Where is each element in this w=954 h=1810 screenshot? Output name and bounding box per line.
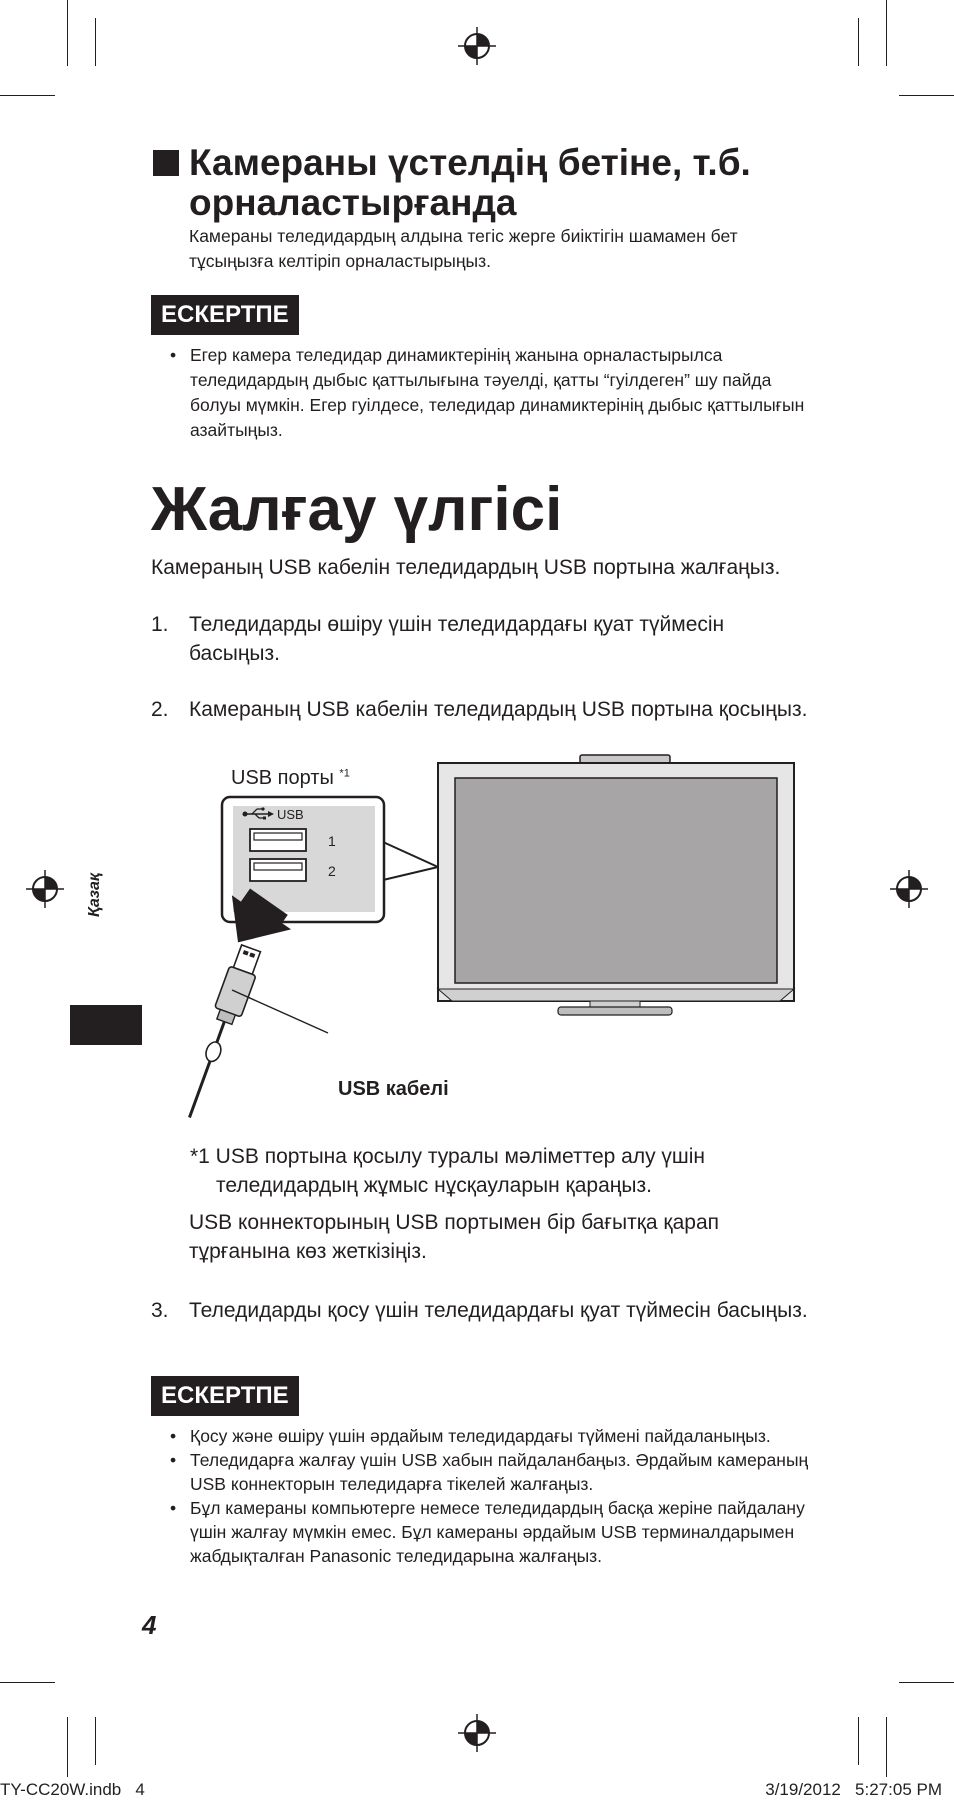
note-label: ЕСКЕРТПЕ <box>151 1376 299 1416</box>
crop-mark <box>899 1682 954 1683</box>
usb-cable-label: USB кабелі <box>338 1078 449 1100</box>
crop-mark <box>899 95 954 96</box>
footer-datetime: 3/19/2012 5:27:05 PM <box>765 1780 942 1799</box>
footer-file: TY-CC20W.indb 4 <box>0 1780 145 1799</box>
registration-mark-icon <box>24 868 66 910</box>
footnote-text: *1 USB портына қосылу туралы мәліметтер алу үшін теледидардың жұмыс нұсқауларын қараңыз. <box>190 1145 706 1197</box>
note-list <box>170 1424 820 1568</box>
section-title <box>153 143 853 223</box>
connection-diagram <box>180 745 820 1130</box>
step-item <box>151 610 811 668</box>
callout-line <box>383 867 438 880</box>
footnote <box>190 1142 816 1200</box>
section-description: Камераны теледидардың алдына тегіс жерге биіктігін шамамен бет тұсыңызға келтіріп орналастырыңыз. <box>189 226 738 271</box>
crop-mark <box>0 1682 55 1683</box>
crop-mark <box>0 95 55 96</box>
step-text: Теледидарды қосу үшін теледидардағы қуат түймесін басыңыз. <box>189 1299 808 1322</box>
step-text: Камераның USB кабелін теледидардың USB портына қосыңыз. <box>189 698 808 721</box>
usb-port-label-text: USB порты <box>231 767 334 789</box>
tv-illustration <box>438 755 794 1015</box>
footnote-marker: *1 <box>339 767 350 780</box>
crop-mark <box>858 1717 859 1765</box>
callout-line <box>383 842 438 867</box>
language-tab-label: Қазақ <box>86 873 103 917</box>
step-number: 1. <box>151 613 169 636</box>
registration-mark-icon <box>456 25 498 67</box>
crop-mark <box>67 0 68 66</box>
crop-mark <box>95 1717 96 1765</box>
step-text: Теледидарды өшіру үшін теледидардағы қуат түймесін басыңыз. <box>189 613 725 665</box>
page-title: Жалғау үлгісі <box>151 475 563 544</box>
page-number: 4 <box>142 1610 157 1640</box>
tv-stand-shape <box>558 1007 672 1015</box>
crop-mark <box>67 1717 68 1777</box>
step-number: 2. <box>151 698 169 721</box>
registration-mark-icon <box>888 868 930 910</box>
tv-bezel-shape <box>438 989 794 1001</box>
note-item: • Теледидарға жалғау үшін USB хабын пайдаланбаңыз. Әрдайым камераның USB коннекторын теледидарға тікелей жалғаңыз. <box>170 1448 820 1496</box>
section-title-text: Камераны үстелдің бетіне, т.б. орналастырғанда <box>189 142 751 223</box>
note-item: • Егер камера теледидар динамиктерінің жанына орналастырылса теледидардың дыбыс қаттылығына тәуелді, қатты “гуілдеген” шу пайда болуы мүмкін. Егер гуілдесе, теледидар динамиктерінің дыбыс қаттылығын азайтыңыз. <box>170 343 810 443</box>
step-number: 3. <box>151 1299 169 1322</box>
note-item: • Бұл камераны компьютерге немесе теледидардың басқа жеріне пайдалану үшін жалғау мүмкін емес. Бұл камераны әрдайым USB терминалдарымен жабдықталған Panasonic теледидарына жалғаңыз. <box>170 1496 820 1568</box>
connection-intro: Камераның USB кабелін теледидардың USB портына жалғаңыз. <box>151 556 781 579</box>
cable-leader-line <box>232 990 328 1033</box>
tv-camera-shape <box>580 755 670 763</box>
port-number-1: 1 <box>328 833 336 849</box>
crop-mark <box>886 1717 887 1777</box>
square-bullet-icon <box>153 150 179 176</box>
usb-cable-illustration <box>180 944 328 1123</box>
step-item <box>151 695 811 724</box>
note-item: • Қосу және өшіру үшін әрдайым теледидардағы түймені пайдаланыңыз. <box>170 1424 820 1448</box>
orientation-note: USB коннекторының USB портымен бір бағытқа қарап тұрғанына көз жеткізіңіз. <box>189 1211 720 1263</box>
note-label: ЕСКЕРТПЕ <box>151 295 299 335</box>
language-tab-marker <box>70 1005 142 1045</box>
port-number-2: 2 <box>328 863 336 879</box>
crop-mark <box>886 0 887 66</box>
tv-screen-shape <box>455 778 777 983</box>
registration-mark-icon <box>456 1712 498 1754</box>
step-item <box>151 1296 811 1325</box>
usb-symbol-label: USB <box>277 807 304 822</box>
crop-mark <box>95 18 96 66</box>
crop-mark <box>858 18 859 66</box>
note-list <box>170 343 810 443</box>
